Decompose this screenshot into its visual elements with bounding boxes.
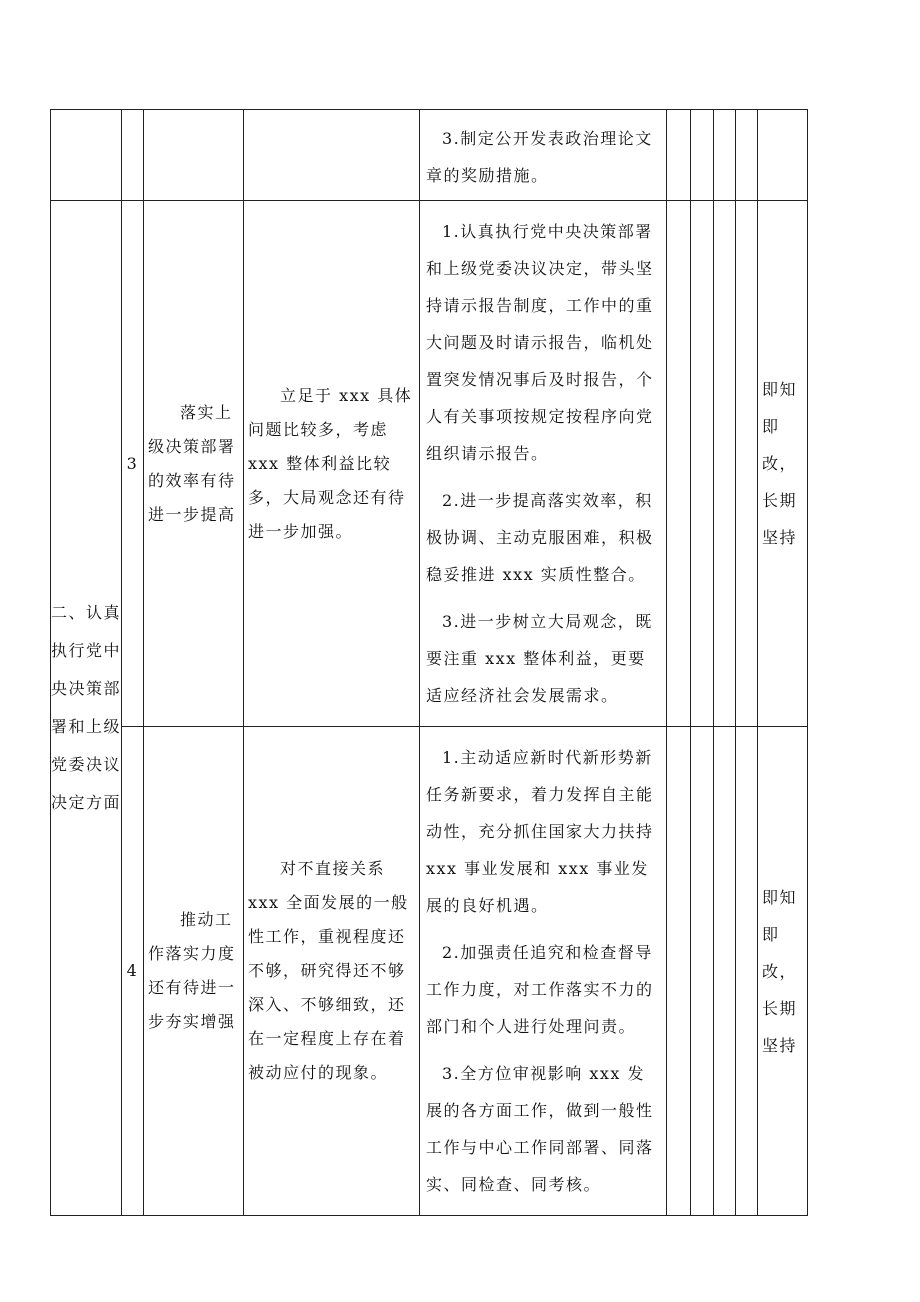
cell-blank bbox=[714, 201, 736, 727]
measure-item: 2.进一步提高落实效率，积极协调、主动克服困难，积极稳妥推进 xxx 实质性整合。 bbox=[426, 491, 654, 584]
cell-blank bbox=[758, 110, 808, 201]
cell-blank bbox=[691, 201, 714, 727]
table-row bbox=[51, 727, 808, 1216]
cell-category-cont bbox=[51, 110, 122, 201]
cell-issue-cont bbox=[144, 110, 244, 201]
cell-deadline: 即知即改，长期坚持 bbox=[758, 201, 808, 727]
cell-blank bbox=[714, 110, 736, 201]
cell-category: 二、认真执行党中央决策部署和上级党委决议决定方面 bbox=[51, 201, 122, 1216]
measure-item: 1.认真执行党中央决策部署和上级党委决议决定，带头坚持请示报告制度，工作中的重大问题及时请示报告，临机处置突发情况事后及时报告，个人有关事项按规定按程序向党组织请示报告。 bbox=[426, 222, 654, 463]
cell-blank bbox=[736, 727, 758, 1216]
cell-reason: 立足于 xxx 具体问题比较多，考虑 xxx 整体利益比较多，大局观念还有待进一步加强。 bbox=[244, 201, 420, 727]
cell-measures bbox=[420, 727, 667, 1216]
measure-item: 3.制定公开发表政治理论文章的奖励措施。 bbox=[426, 129, 653, 185]
measure-item: 2.加强责任追究和检查督导工作力度，对工作落实不力的部门和个人进行处理问责。 bbox=[426, 943, 654, 1036]
cell-deadline: 即知即改，长期坚持 bbox=[758, 727, 808, 1216]
cell-blank bbox=[667, 110, 691, 201]
cell-blank bbox=[691, 727, 714, 1216]
cell-blank bbox=[667, 201, 691, 727]
measure-item: 3.全方位审视影响 xxx 发展的各方面工作，做到一般性工作与中心工作同部署、同落实、同检查、同考核。 bbox=[426, 1064, 654, 1194]
cell-blank bbox=[736, 110, 758, 201]
cell-blank bbox=[667, 727, 691, 1216]
cell-blank bbox=[736, 201, 758, 727]
cell-number-cont bbox=[122, 110, 144, 201]
cell-reason-cont bbox=[244, 110, 420, 201]
cell-issue: 推动工作落实力度还有待进一步夯实增强 bbox=[144, 727, 244, 1216]
cell-measures bbox=[420, 201, 667, 727]
cell-blank bbox=[691, 110, 714, 201]
cell-number: 3 bbox=[122, 201, 144, 727]
measure-item: 1.主动适应新时代新形势新任务新要求，着力发挥自主能动性，充分抓住国家大力扶持 xxx 事业发展和 xxx 事业发展的良好机遇。 bbox=[426, 748, 654, 915]
cell-measure-cont bbox=[420, 110, 667, 201]
table-row bbox=[51, 201, 808, 727]
cell-number: 4 bbox=[122, 727, 144, 1216]
cell-issue: 落实上级决策部署的效率有待进一步提高 bbox=[144, 201, 244, 727]
cell-reason: 对不直接关系 xxx 全面发展的一般性工作，重视程度还不够，研究得还不够深入、不够细致，还在一定程度上存在着被动应付的现象。 bbox=[244, 727, 420, 1216]
table-row-continuation bbox=[51, 110, 808, 201]
measure-item: 3.进一步树立大局观念，既要注重 xxx 整体利益，更要适应经济社会发展需求。 bbox=[426, 612, 653, 705]
cell-blank bbox=[714, 727, 736, 1216]
rectification-table bbox=[50, 109, 808, 1216]
